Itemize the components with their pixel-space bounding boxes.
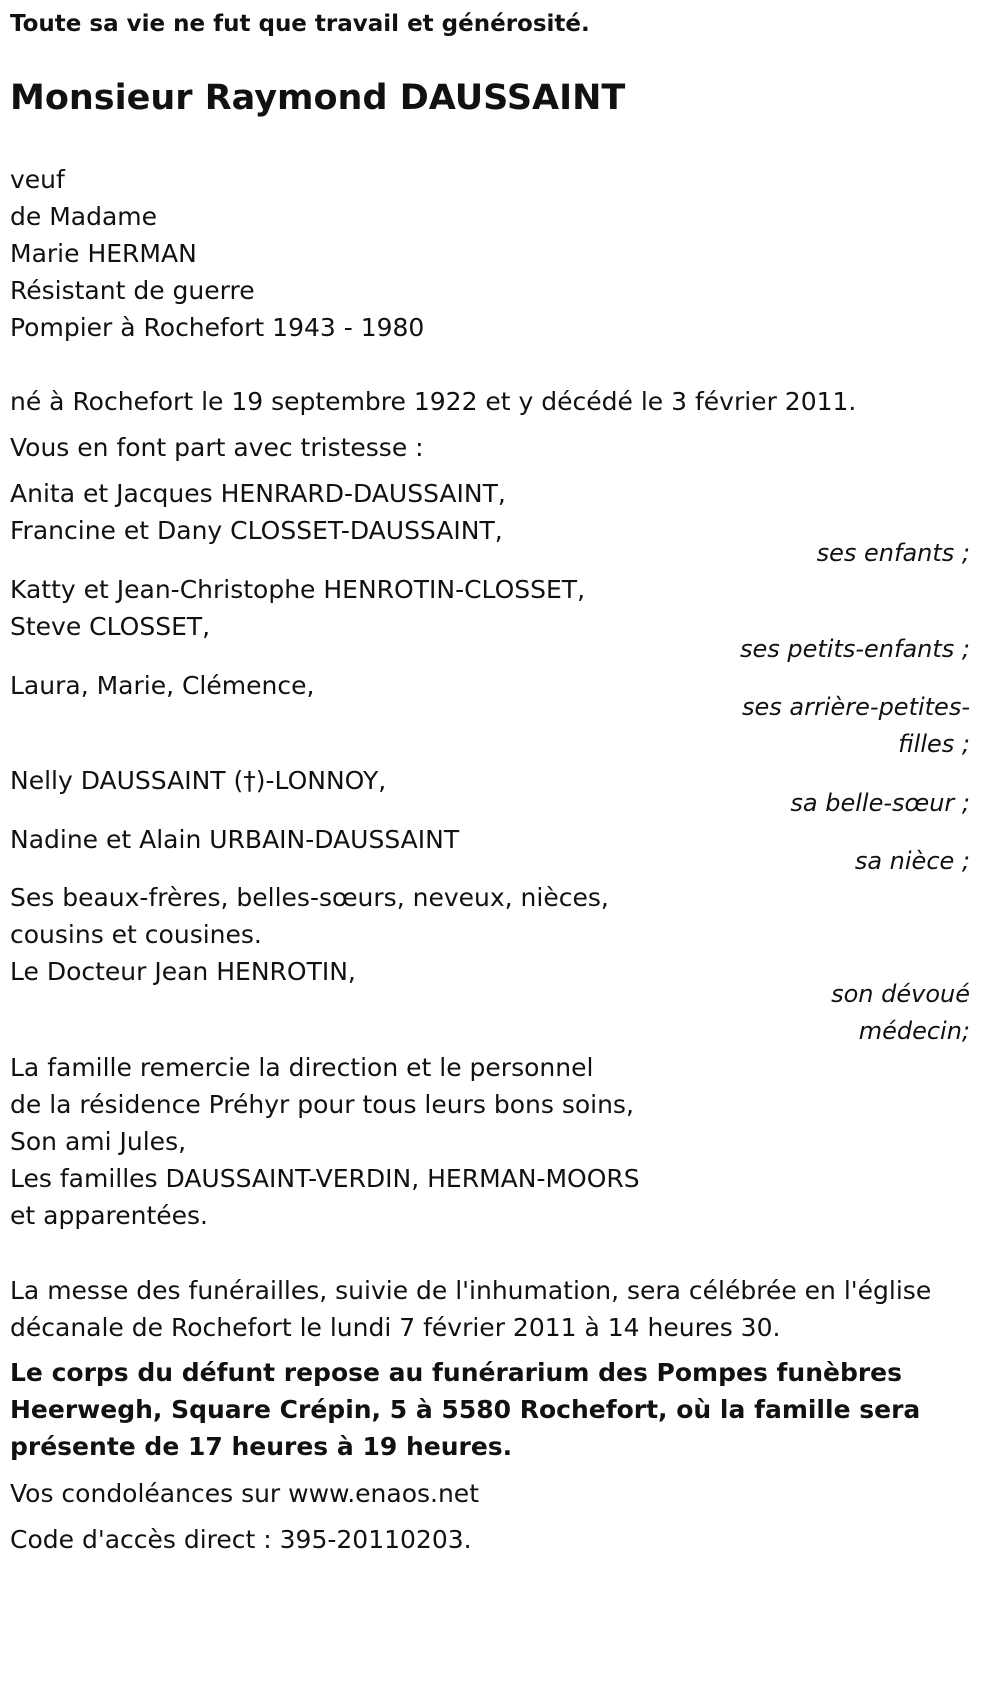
- detail-resistance: Résistant de guerre: [10, 276, 255, 305]
- motto: Toute sa vie ne fut que travail et générosité.: [10, 11, 590, 37]
- family-name: Ses beaux-frères, belles-sœurs, neveux, nièces,: [10, 883, 609, 912]
- relation-label: ses enfants ;: [816, 539, 970, 567]
- family-name: Nelly DAUSSAINT (†)-LONNOY,: [10, 766, 387, 795]
- detail-firefighter: Pompier à Rochefort 1943 - 1980: [10, 313, 425, 342]
- thanks-line: Les familles DAUSSAINT-VERDIN, HERMAN-MOORS: [10, 1164, 640, 1193]
- condolences-line: Vos condoléances sur www.enaos.net: [10, 1479, 479, 1508]
- relation-label: ses arrière-petites-: [742, 693, 970, 721]
- family-name: cousins et cousines.: [10, 920, 262, 949]
- viewing-line: Heerwegh, Square Crépin, 5 à 5580 Rochefort, où la famille sera: [10, 1395, 921, 1424]
- relation-label: filles ;: [898, 730, 970, 758]
- relation-label: sa nièce ;: [854, 847, 970, 875]
- birth-death-line: né à Rochefort le 19 septembre 1922 et y décédé le 3 février 2011.: [10, 387, 857, 416]
- family-name: Anita et Jacques HENRARD-DAUSSAINT,: [10, 479, 506, 508]
- thanks-line: de la résidence Préhyr pour tous leurs bons soins,: [10, 1090, 634, 1119]
- family-name: Katty et Jean-Christophe HENROTIN-CLOSSET,: [10, 575, 586, 604]
- relation-label: son dévoué: [831, 980, 970, 1008]
- family-name: Nadine et Alain URBAIN-DAUSSAINT: [10, 825, 460, 854]
- detail-of-madame: de Madame: [10, 202, 158, 231]
- family-name: Steve CLOSSET,: [10, 612, 211, 641]
- detail-spouse-name: Marie HERMAN: [10, 239, 197, 268]
- thanks-line: et apparentées.: [10, 1201, 208, 1230]
- obituary-notice: [10, 0, 990, 1690]
- viewing-line: Le corps du défunt repose au funérarium des Pompes funèbres: [10, 1358, 903, 1387]
- relation-label: ses petits-enfants ;: [739, 635, 970, 663]
- family-name: Laura, Marie, Clémence,: [10, 671, 315, 700]
- announcement-intro: Vous en font part avec tristesse :: [10, 433, 424, 462]
- thanks-line: La famille remercie la direction et le personnel: [10, 1053, 594, 1082]
- access-code-line: Code d'accès direct : 395-20110203.: [10, 1525, 472, 1554]
- relation-label: médecin;: [858, 1017, 970, 1045]
- funeral-line: décanale de Rochefort le lundi 7 février 2011 à 14 heures 30.: [10, 1313, 781, 1342]
- family-name: Francine et Dany CLOSSET-DAUSSAINT,: [10, 516, 503, 545]
- funeral-line: La messe des funérailles, suivie de l'inhumation, sera célébrée en l'église: [10, 1276, 932, 1305]
- deceased-name: Monsieur Raymond DAUSSAINT: [10, 78, 626, 118]
- viewing-line: présente de 17 heures à 19 heures.: [10, 1432, 513, 1461]
- thanks-line: Son ami Jules,: [10, 1127, 187, 1156]
- relation-label: sa belle-sœur ;: [790, 789, 970, 817]
- detail-widower: veuf: [10, 165, 65, 194]
- family-name: Le Docteur Jean HENROTIN,: [10, 957, 356, 986]
